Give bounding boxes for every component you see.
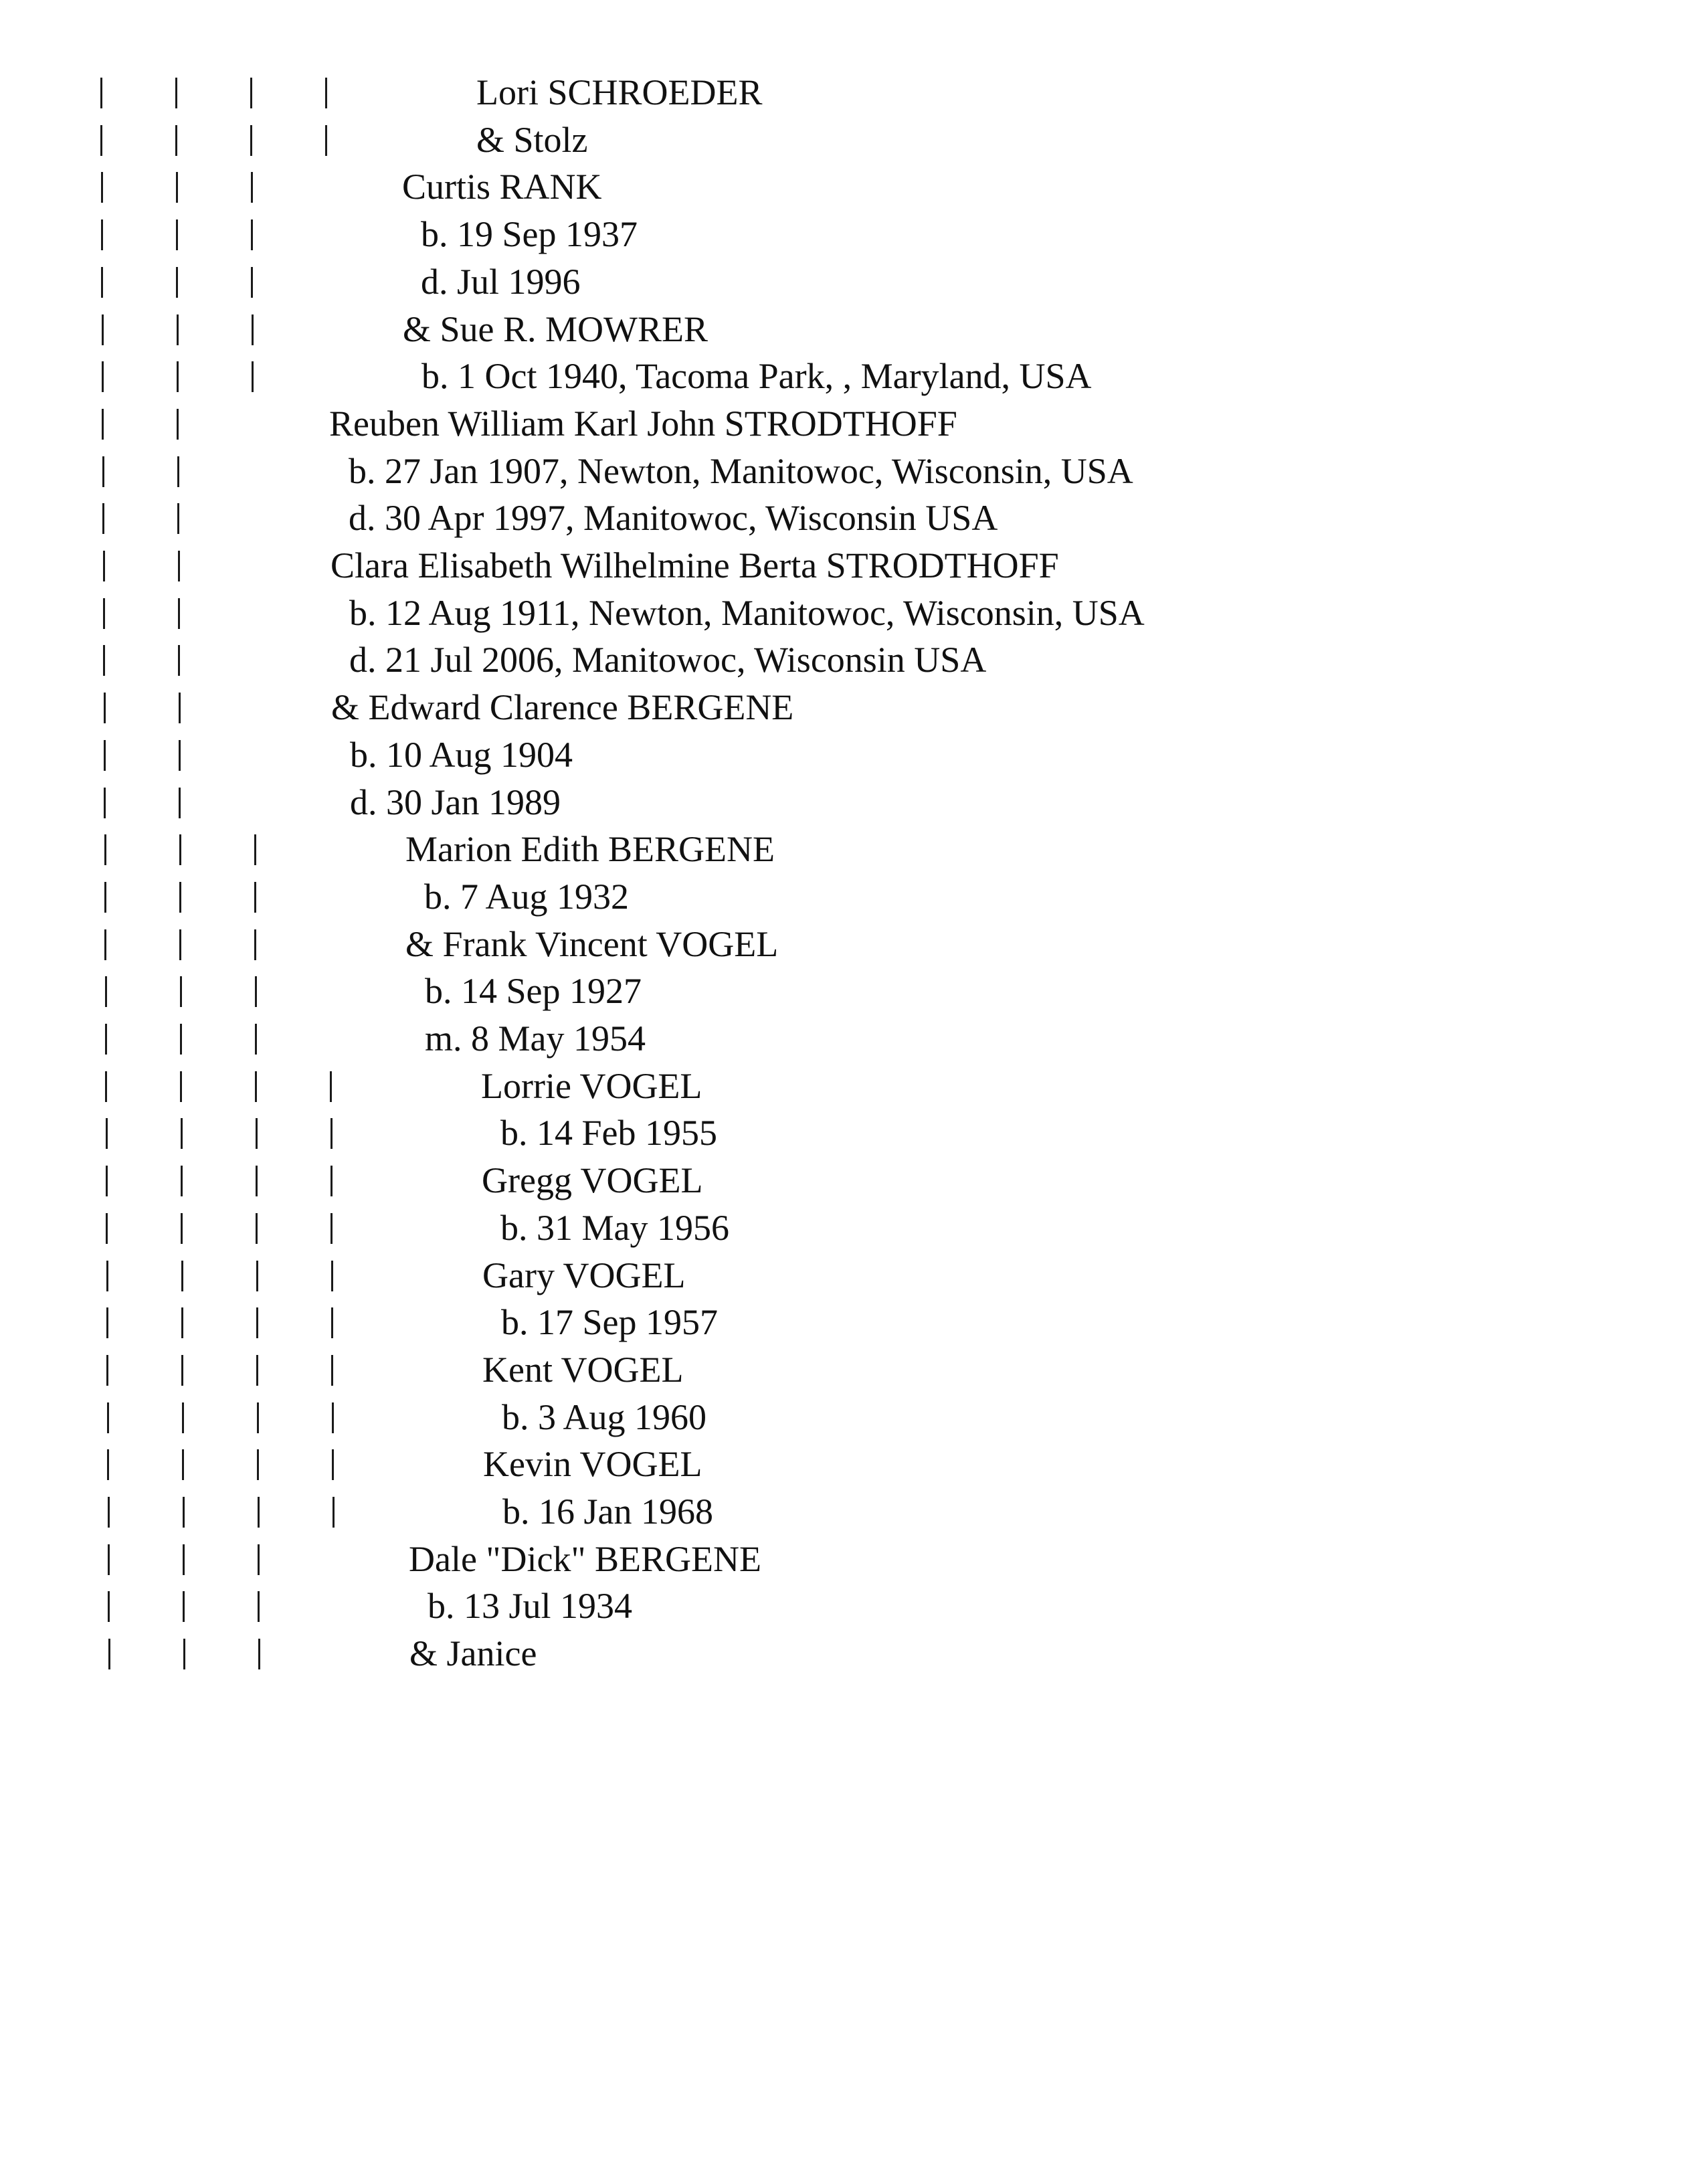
tree-line bbox=[103, 598, 105, 629]
tree-line bbox=[256, 1261, 258, 1291]
event-detail: b. 1 Oct 1940, Tacoma Park, , Maryland, USA bbox=[421, 356, 1092, 396]
person-name: Marion Edith BERGENE bbox=[405, 829, 775, 869]
person-name: & Stolz bbox=[476, 120, 588, 160]
chart-row bbox=[0, 1208, 1702, 1256]
person-name: & Frank Vincent VOGEL bbox=[405, 924, 779, 964]
tree-line bbox=[258, 1591, 260, 1622]
chart-row bbox=[0, 1633, 1702, 1681]
tree-line bbox=[255, 1024, 257, 1055]
chart-row bbox=[0, 498, 1702, 546]
tree-line bbox=[177, 456, 179, 487]
person-name: Lori SCHROEDER bbox=[476, 72, 763, 112]
event-detail: b. 10 Aug 1904 bbox=[350, 735, 573, 775]
tree-line bbox=[256, 1166, 258, 1196]
tree-line bbox=[256, 1355, 258, 1386]
event-detail: m. 8 May 1954 bbox=[425, 1018, 646, 1059]
tree-line bbox=[179, 788, 181, 818]
tree-line bbox=[181, 1307, 183, 1338]
chart-row bbox=[0, 1160, 1702, 1208]
tree-line bbox=[104, 834, 106, 865]
tree-line bbox=[181, 1261, 183, 1291]
tree-line bbox=[254, 929, 256, 960]
tree-line bbox=[102, 409, 104, 440]
person-name: Clara Elisabeth Wilhelmine Berta STRODTHOFF bbox=[330, 545, 1059, 585]
event-detail: d. 21 Jul 2006, Manitowoc, Wisconsin USA bbox=[349, 640, 987, 680]
tree-line bbox=[106, 1118, 108, 1149]
tree-line bbox=[178, 598, 180, 629]
chart-row bbox=[0, 262, 1702, 310]
chart-row bbox=[0, 924, 1702, 972]
chart-row bbox=[0, 403, 1702, 452]
chart-row bbox=[0, 1586, 1702, 1634]
tree-line bbox=[108, 1497, 110, 1528]
chart-row bbox=[0, 1113, 1702, 1161]
tree-line bbox=[180, 1024, 182, 1055]
tree-line bbox=[178, 645, 180, 676]
chart-row bbox=[0, 1491, 1702, 1540]
tree-line bbox=[332, 1402, 334, 1433]
tree-line bbox=[108, 1544, 110, 1575]
tree-line bbox=[181, 1213, 183, 1244]
tree-line bbox=[106, 1166, 108, 1196]
tree-line bbox=[182, 1402, 184, 1433]
tree-line bbox=[103, 551, 105, 581]
tree-line bbox=[330, 1166, 333, 1196]
chart-row bbox=[0, 120, 1702, 168]
tree-line bbox=[106, 1307, 108, 1338]
person-name: Gary VOGEL bbox=[482, 1255, 686, 1295]
event-detail: b. 3 Aug 1960 bbox=[502, 1397, 707, 1437]
tree-line bbox=[176, 219, 178, 250]
person-name: Dale "Dick" BERGENE bbox=[409, 1539, 761, 1579]
event-detail: d. 30 Apr 1997, Manitowoc, Wisconsin USA bbox=[349, 498, 998, 538]
event-detail: b. 27 Jan 1907, Newton, Manitowoc, Wisconsin, USA bbox=[349, 451, 1133, 491]
chart-row bbox=[0, 593, 1702, 641]
tree-line bbox=[105, 1024, 107, 1055]
event-detail: b. 14 Sep 1927 bbox=[425, 971, 642, 1011]
tree-line bbox=[108, 1639, 110, 1669]
event-detail: b. 19 Sep 1937 bbox=[421, 214, 638, 254]
person-name: Lorrie VOGEL bbox=[481, 1066, 702, 1106]
tree-line bbox=[104, 788, 106, 818]
chart-row bbox=[0, 356, 1702, 404]
person-name: Curtis RANK bbox=[402, 167, 602, 207]
tree-line bbox=[179, 693, 181, 723]
tree-line bbox=[179, 882, 181, 913]
tree-line bbox=[101, 172, 103, 203]
tree-line bbox=[257, 1402, 259, 1433]
tree-line bbox=[179, 929, 181, 960]
tree-line bbox=[325, 78, 327, 108]
tree-line bbox=[176, 267, 178, 298]
tree-line bbox=[106, 1355, 108, 1386]
tree-line bbox=[331, 1307, 333, 1338]
chart-row bbox=[0, 214, 1702, 262]
chart-row bbox=[0, 687, 1702, 735]
tree-line bbox=[101, 219, 103, 250]
tree-line bbox=[104, 693, 106, 723]
tree-line bbox=[104, 929, 106, 960]
chart-row bbox=[0, 782, 1702, 830]
chart-row bbox=[0, 640, 1702, 688]
chart-row bbox=[0, 971, 1702, 1019]
tree-line bbox=[254, 834, 256, 865]
tree-line bbox=[175, 125, 177, 156]
tree-line bbox=[106, 1261, 108, 1291]
tree-line bbox=[100, 125, 102, 156]
tree-line bbox=[331, 1355, 333, 1386]
tree-line bbox=[179, 834, 181, 865]
tree-line bbox=[251, 172, 253, 203]
tree-line bbox=[252, 314, 254, 345]
tree-line bbox=[102, 314, 104, 345]
person-name: & Sue R. MOWRER bbox=[403, 309, 708, 349]
event-detail: b. 7 Aug 1932 bbox=[424, 877, 630, 917]
tree-line bbox=[254, 882, 256, 913]
chart-row bbox=[0, 72, 1702, 120]
tree-line bbox=[177, 314, 179, 345]
person-name: Reuben William Karl John STRODTHOFF bbox=[329, 403, 957, 444]
tree-line bbox=[256, 1118, 258, 1149]
tree-line bbox=[181, 1166, 183, 1196]
tree-line bbox=[252, 361, 254, 392]
chart-row bbox=[0, 1255, 1702, 1303]
tree-line bbox=[330, 1213, 333, 1244]
chart-row bbox=[0, 309, 1702, 357]
event-detail: d. 30 Jan 1989 bbox=[350, 782, 561, 822]
chart-row bbox=[0, 1444, 1702, 1492]
tree-line bbox=[177, 503, 179, 534]
tree-line bbox=[104, 882, 106, 913]
chart-row bbox=[0, 829, 1702, 877]
tree-line bbox=[251, 219, 253, 250]
tree-line bbox=[105, 976, 107, 1007]
tree-line bbox=[100, 78, 102, 108]
chart-row bbox=[0, 451, 1702, 499]
chart-row bbox=[0, 1302, 1702, 1350]
tree-line bbox=[107, 1402, 109, 1433]
tree-line bbox=[104, 740, 106, 771]
tree-line bbox=[177, 409, 179, 440]
tree-line bbox=[325, 125, 327, 156]
event-detail: b. 14 Feb 1955 bbox=[500, 1113, 717, 1153]
tree-line bbox=[331, 1261, 333, 1291]
chart-row bbox=[0, 877, 1702, 925]
tree-line bbox=[333, 1497, 335, 1528]
tree-line bbox=[178, 551, 180, 581]
person-name: Kent VOGEL bbox=[482, 1350, 684, 1390]
tree-line bbox=[251, 267, 253, 298]
chart-row bbox=[0, 1018, 1702, 1067]
tree-line bbox=[102, 456, 104, 487]
event-detail: b. 17 Sep 1957 bbox=[501, 1302, 718, 1342]
tree-line bbox=[181, 1118, 183, 1149]
event-detail: b. 16 Jan 1968 bbox=[502, 1491, 713, 1532]
event-detail: b. 12 Aug 1911, Newton, Manitowoc, Wisconsin, USA bbox=[349, 593, 1145, 633]
tree-line bbox=[106, 1213, 108, 1244]
chart-row bbox=[0, 1539, 1702, 1587]
tree-line bbox=[255, 976, 257, 1007]
tree-line bbox=[330, 1071, 332, 1102]
tree-line bbox=[258, 1639, 260, 1669]
event-detail: b. 13 Jul 1934 bbox=[428, 1586, 633, 1626]
tree-line bbox=[107, 1449, 109, 1480]
tree-line bbox=[180, 1071, 182, 1102]
tree-line bbox=[250, 78, 252, 108]
person-name: & Janice bbox=[409, 1633, 537, 1673]
tree-line bbox=[256, 1307, 258, 1338]
person-name: Kevin VOGEL bbox=[483, 1444, 702, 1484]
tree-line bbox=[108, 1591, 110, 1622]
chart-row bbox=[0, 167, 1702, 215]
chart-row bbox=[0, 1350, 1702, 1398]
tree-line bbox=[179, 740, 181, 771]
chart-row bbox=[0, 1397, 1702, 1445]
event-detail: d. Jul 1996 bbox=[421, 262, 581, 302]
tree-line bbox=[183, 1544, 185, 1575]
tree-line bbox=[258, 1544, 260, 1575]
event-detail: b. 31 May 1956 bbox=[500, 1208, 729, 1248]
tree-line bbox=[101, 267, 103, 298]
chart-row bbox=[0, 735, 1702, 783]
tree-line bbox=[250, 125, 252, 156]
chart-row bbox=[0, 1066, 1702, 1114]
tree-line bbox=[177, 361, 179, 392]
tree-line bbox=[182, 1449, 184, 1480]
tree-line bbox=[105, 1071, 107, 1102]
tree-line bbox=[183, 1591, 185, 1622]
chart-row bbox=[0, 545, 1702, 594]
tree-line bbox=[332, 1449, 334, 1480]
tree-line bbox=[183, 1497, 185, 1528]
tree-line bbox=[103, 645, 105, 676]
person-name: Gregg VOGEL bbox=[482, 1160, 703, 1200]
tree-line bbox=[257, 1449, 259, 1480]
tree-line bbox=[180, 976, 182, 1007]
tree-line bbox=[258, 1497, 260, 1528]
person-name: & Edward Clarence BERGENE bbox=[331, 687, 794, 727]
tree-line bbox=[176, 172, 178, 203]
tree-line bbox=[255, 1071, 257, 1102]
tree-line bbox=[102, 361, 104, 392]
tree-line bbox=[181, 1355, 183, 1386]
tree-line bbox=[175, 78, 177, 108]
tree-line bbox=[183, 1639, 185, 1669]
tree-line bbox=[256, 1213, 258, 1244]
tree-line bbox=[102, 503, 104, 534]
tree-line bbox=[330, 1118, 333, 1149]
